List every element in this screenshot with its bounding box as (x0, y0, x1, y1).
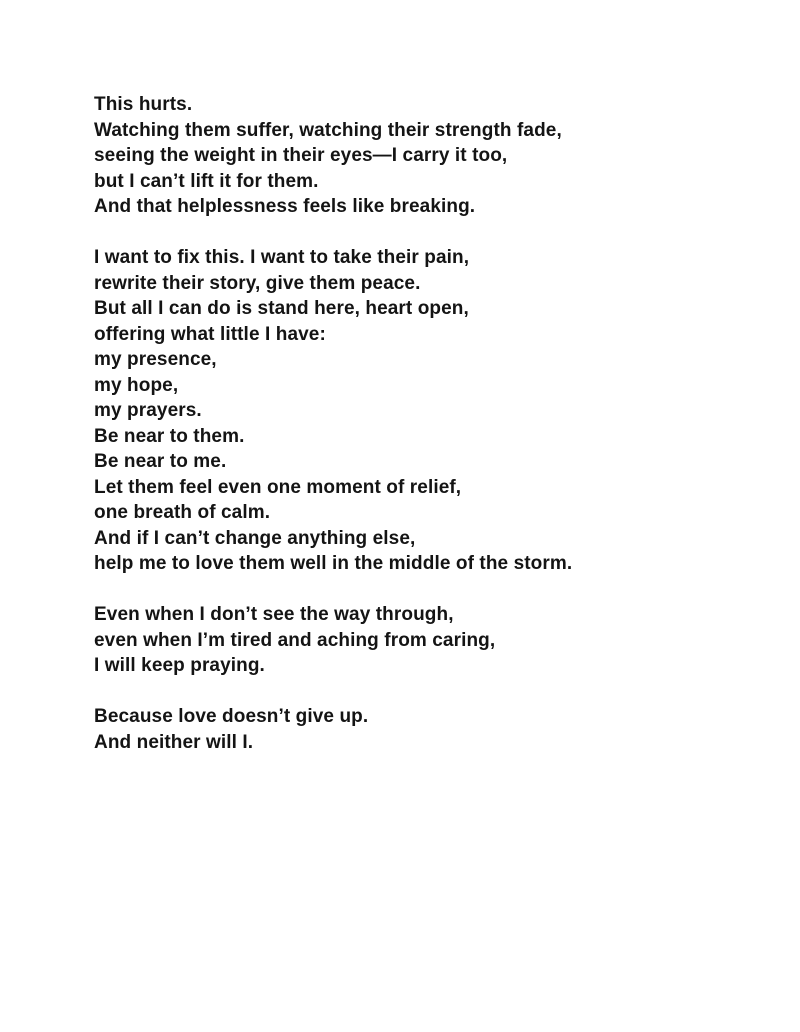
poem-line: seeing the weight in their eyes—I carry it too, (94, 145, 508, 166)
poem-line: my prayers. (94, 400, 202, 421)
stanza-1 (94, 92, 774, 220)
poem-line: my presence, (94, 349, 217, 370)
poem-line: rewrite their story, give them peace. (94, 272, 421, 294)
poem-line: one breath of calm. (94, 502, 271, 523)
poem-line: And that helplessness feels like breaking. (94, 196, 476, 217)
poem-line: Let them feel even one moment of relief, (94, 476, 462, 498)
poem-line: help me to love them well in the middle of the storm. (94, 553, 573, 574)
poem-line: Be near to me. (94, 451, 227, 472)
poem-body (94, 92, 774, 781)
poem-line: I want to fix this. I want to take their pain, (94, 247, 470, 268)
stanza-3 (94, 602, 774, 679)
poem-line: Be near to them. (94, 425, 245, 447)
stanza-4 (94, 704, 774, 755)
poem-line: And neither will I. (94, 731, 254, 753)
poem-line: But all I can do is stand here, heart open, (94, 298, 469, 319)
poem-line: my hope, (94, 374, 179, 396)
poem-line: This hurts. (94, 94, 193, 115)
poem-line: even when I’m tired and aching from caring, (94, 629, 496, 651)
poem-line: And if I can’t change anything else, (94, 527, 416, 549)
poem-line: Watching them suffer, watching their strength fade, (94, 119, 562, 141)
stanza-2 (94, 245, 774, 577)
poem-line: I will keep praying. (94, 655, 265, 676)
poem-line: Even when I don’t see the way through, (94, 604, 454, 625)
poem-line: Because love doesn’t give up. (94, 706, 369, 727)
poem-line: but I can’t lift it for them. (94, 170, 319, 192)
poem-line: offering what little I have: (94, 323, 326, 345)
